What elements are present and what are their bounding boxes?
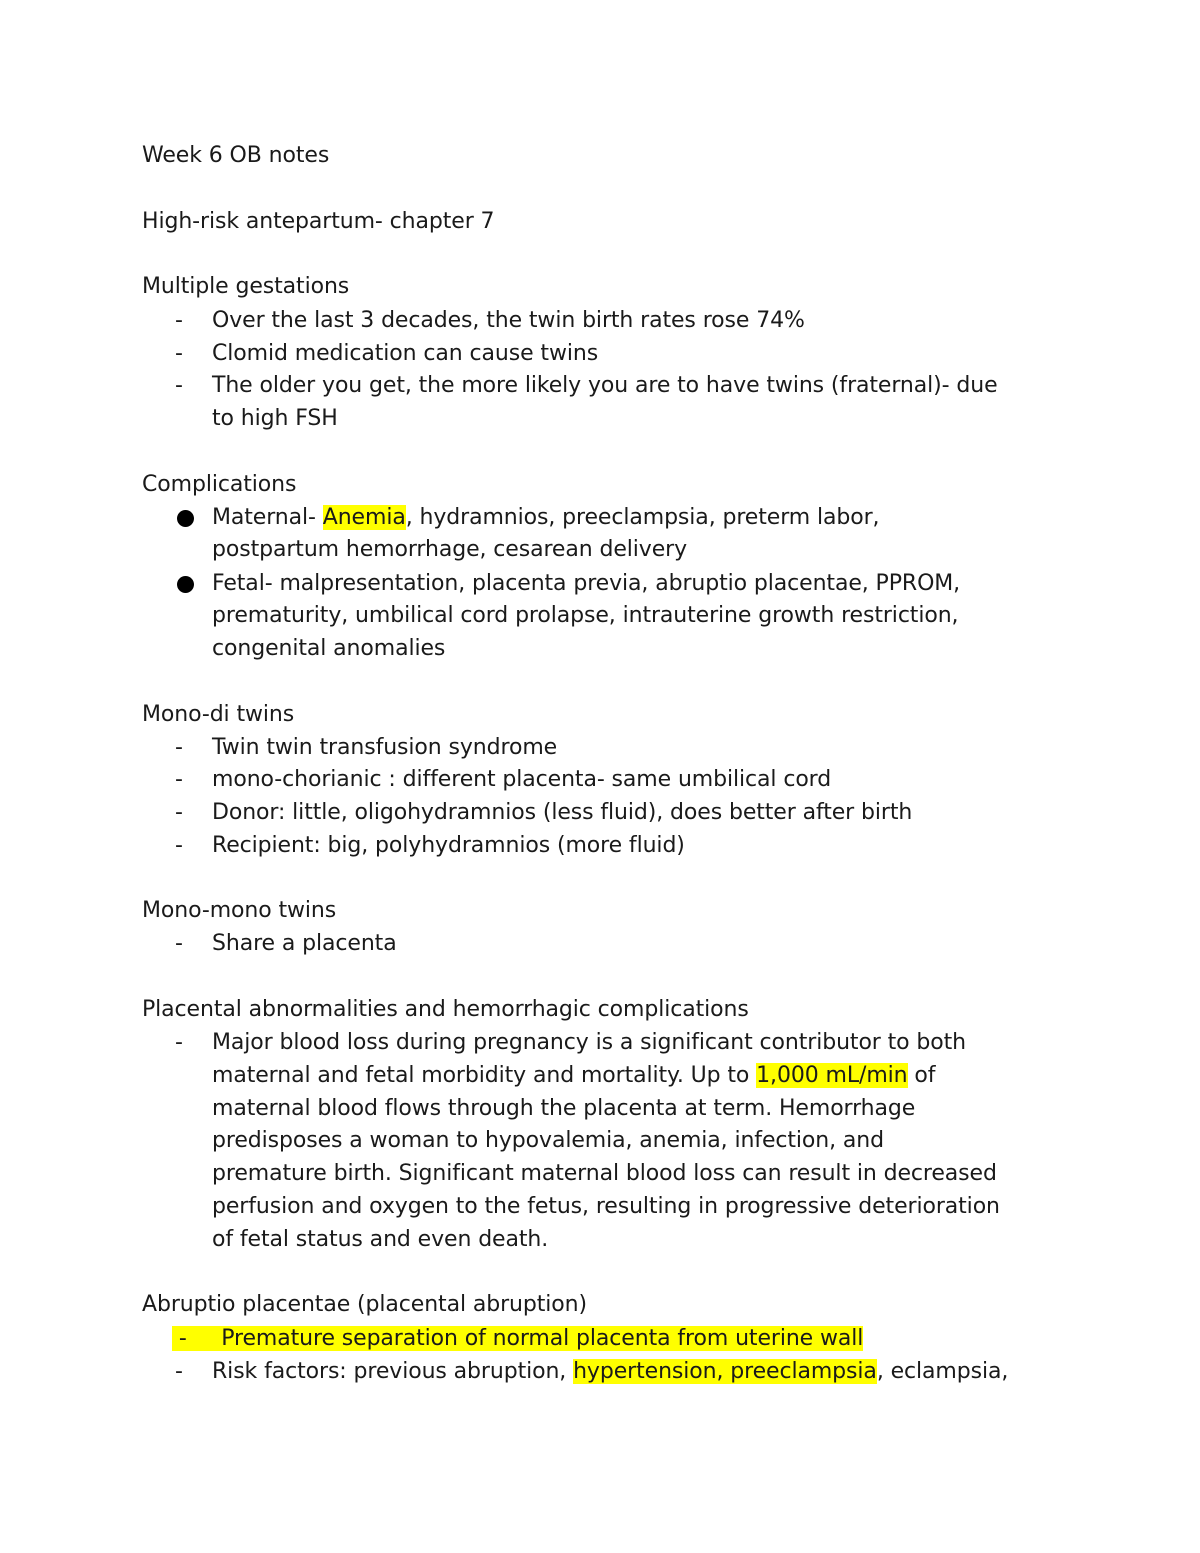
section-heading-abruptio: Abruptio placentae (placental abruption) bbox=[142, 1292, 587, 1317]
paragraph-line: perfusion and oxygen to the fetus, resulting in progressive deterioration bbox=[212, 1194, 1000, 1219]
list-item-continuation: postpartum hemorrhage, cesarean delivery bbox=[212, 537, 688, 562]
dash-marker: - bbox=[175, 931, 183, 956]
dash-marker: - bbox=[175, 308, 183, 333]
text-span: , eclampsia, bbox=[876, 1359, 1009, 1384]
dash-marker: - bbox=[175, 341, 183, 366]
list-item-maternal bbox=[212, 501, 879, 534]
list-item: Clomid medication can cause twins bbox=[212, 341, 599, 366]
paragraph-line: Major blood loss during pregnancy is a significant contributor to both bbox=[212, 1030, 967, 1055]
section-heading-placental: Placental abnormalities and hemorrhagic complications bbox=[142, 997, 749, 1022]
dash-marker: - bbox=[175, 373, 183, 398]
section-heading-complications: Complications bbox=[142, 472, 297, 497]
list-item: Donor: little, oligohydramnios (less fluid), does better after birth bbox=[212, 800, 913, 825]
list-item: Twin twin transfusion syndrome bbox=[212, 735, 558, 760]
dash-marker: - bbox=[175, 1359, 183, 1384]
text-span: of bbox=[907, 1063, 936, 1088]
dash-marker: - bbox=[175, 800, 183, 825]
list-item-continuation: congenital anomalies bbox=[212, 636, 446, 661]
text-span: Maternal- bbox=[212, 505, 323, 530]
bullet-icon bbox=[177, 576, 194, 593]
bullet-icon bbox=[177, 510, 194, 527]
dash-marker: - bbox=[178, 1326, 187, 1351]
highlight-flow-rate: 1,000 mL/min bbox=[756, 1063, 908, 1088]
document-title: Week 6 OB notes bbox=[142, 143, 330, 168]
text-span: Risk factors: previous abruption, bbox=[212, 1359, 574, 1384]
highlight-hypertension: hypertension, preeclampsia bbox=[573, 1359, 877, 1384]
chapter-subtitle: High-risk antepartum- chapter 7 bbox=[142, 209, 495, 234]
highlight-dash bbox=[172, 1326, 863, 1351]
paragraph-line: predisposes a woman to hypovalemia, anemia, infection, and bbox=[212, 1128, 885, 1153]
highlight-anemia: Anemia bbox=[322, 505, 406, 530]
list-item: Recipient: big, polyhydramnios (more fluid) bbox=[212, 833, 685, 858]
paragraph-line: maternal blood flows through the placenta at term. Hemorrhage bbox=[212, 1096, 916, 1121]
paragraph-line bbox=[212, 1059, 935, 1092]
highlight-definition: Premature separation of normal placenta from uterine wall bbox=[221, 1326, 864, 1351]
dash-marker: - bbox=[175, 767, 183, 792]
list-item-continuation: to high FSH bbox=[212, 406, 338, 431]
list-item-continuation: prematurity, umbilical cord prolapse, intrauterine growth restriction, bbox=[212, 603, 959, 628]
dash-marker: - bbox=[175, 1030, 183, 1055]
section-heading-multiple: Multiple gestations bbox=[142, 274, 350, 299]
list-item: Over the last 3 decades, the twin birth rates rose 74% bbox=[212, 308, 805, 333]
section-heading-monodi: Mono-di twins bbox=[142, 702, 295, 727]
highlighted-list-item bbox=[172, 1322, 863, 1355]
list-item-fetal: Fetal- malpresentation, placenta previa, abruptio placentae, PPROM, bbox=[212, 571, 961, 596]
list-item-risk-factors bbox=[212, 1355, 1008, 1388]
list-item: Share a placenta bbox=[212, 931, 397, 956]
list-item: mono-chorianic : different placenta- same umbilical cord bbox=[212, 767, 832, 792]
text-span: , hydramnios, preeclampsia, preterm labor, bbox=[405, 505, 880, 530]
dash-marker: - bbox=[175, 833, 183, 858]
dash-marker: - bbox=[175, 735, 183, 760]
paragraph-line: premature birth. Significant maternal blood loss can result in decreased bbox=[212, 1161, 997, 1186]
section-heading-monomono: Mono-mono twins bbox=[142, 898, 337, 923]
paragraph-line: of fetal status and even death. bbox=[212, 1227, 549, 1252]
list-item: The older you get, the more likely you are to have twins (fraternal)- due bbox=[212, 373, 998, 398]
text-span: maternal and fetal morbidity and mortality. Up to bbox=[212, 1063, 757, 1088]
